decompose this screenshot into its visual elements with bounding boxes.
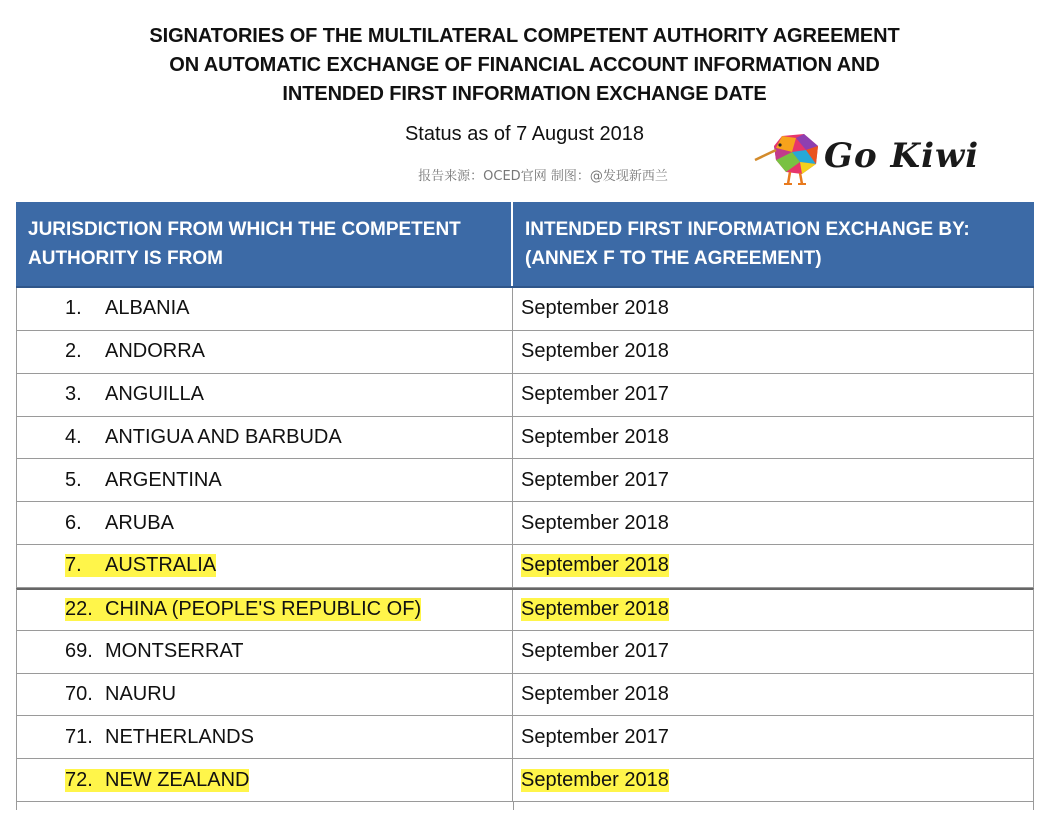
table-row bbox=[16, 588, 1034, 631]
jurisdiction-label bbox=[65, 726, 254, 749]
row-number: 2. bbox=[65, 340, 82, 363]
table-continuation bbox=[16, 802, 1034, 810]
jurisdiction-label bbox=[65, 297, 189, 320]
jurisdiction-name: ANTIGUA AND BARBUDA bbox=[105, 425, 342, 448]
row-number: 22. bbox=[65, 598, 93, 621]
jurisdiction-cell bbox=[17, 417, 513, 459]
table-row bbox=[16, 716, 1034, 759]
header-exchange-date bbox=[513, 202, 1034, 286]
table-row bbox=[16, 288, 1034, 331]
jurisdiction-label bbox=[65, 769, 249, 792]
exchange-date-table bbox=[16, 202, 1034, 810]
jurisdiction-label bbox=[65, 340, 205, 363]
exchange-date: September 2017 bbox=[521, 468, 669, 491]
header-jurisdiction-line-2: AUTHORITY IS FROM bbox=[28, 248, 223, 269]
table-continuation-right bbox=[514, 802, 1034, 810]
row-number: 5. bbox=[65, 468, 82, 491]
source-credit: 报告来源：OCED官网 制图：@发现新西兰 bbox=[418, 169, 668, 184]
jurisdiction-label bbox=[65, 512, 174, 535]
row-number: 71. bbox=[65, 725, 93, 748]
exchange-date-cell bbox=[513, 417, 669, 459]
go-kiwi-logo bbox=[752, 128, 1002, 188]
jurisdiction-name: AUSTRALIA bbox=[105, 554, 217, 577]
table-row bbox=[16, 459, 1034, 502]
exchange-date: September 2018 bbox=[521, 598, 669, 621]
exchange-date: September 2017 bbox=[521, 640, 669, 663]
table-row bbox=[16, 417, 1034, 460]
exchange-date: September 2018 bbox=[521, 768, 669, 791]
jurisdiction-cell bbox=[17, 674, 513, 716]
table-row bbox=[16, 631, 1034, 674]
jurisdiction-cell bbox=[17, 545, 513, 587]
exchange-date-cell bbox=[513, 288, 669, 330]
row-number: 72. bbox=[65, 768, 93, 791]
header-jurisdiction-line-1: JURISDICTION FROM WHICH THE COMPETENT bbox=[28, 219, 461, 240]
table-header bbox=[16, 202, 1034, 288]
jurisdiction-name: ARGENTINA bbox=[105, 468, 222, 491]
jurisdiction-cell bbox=[17, 331, 513, 373]
table-body bbox=[16, 288, 1034, 802]
jurisdiction-name: ALBANIA bbox=[105, 297, 190, 320]
table-row bbox=[16, 502, 1034, 545]
exchange-date: September 2017 bbox=[521, 383, 669, 406]
table-continuation-left bbox=[16, 802, 514, 810]
exchange-date: September 2018 bbox=[521, 425, 669, 448]
exchange-date: September 2017 bbox=[521, 725, 669, 748]
exchange-date-cell bbox=[513, 759, 669, 801]
jurisdiction-name: MONTSERRAT bbox=[105, 640, 244, 663]
row-number: 4. bbox=[65, 425, 82, 448]
exchange-date-cell bbox=[513, 716, 669, 758]
jurisdiction-name: NETHERLANDS bbox=[105, 725, 254, 748]
exchange-date: September 2018 bbox=[521, 340, 669, 363]
status-date: Status as of 7 August 2018 bbox=[404, 123, 645, 145]
jurisdiction-name: NAURU bbox=[105, 683, 177, 706]
header-jurisdiction bbox=[16, 202, 513, 286]
jurisdiction-label bbox=[65, 469, 222, 492]
exchange-date-cell bbox=[513, 631, 669, 673]
document-title bbox=[0, 22, 1049, 109]
table-row bbox=[16, 674, 1034, 717]
header-exchange-date-line-1: INTENDED FIRST INFORMATION EXCHANGE BY: bbox=[525, 219, 970, 240]
row-number: 3. bbox=[65, 383, 82, 406]
jurisdiction-cell bbox=[17, 631, 513, 673]
jurisdiction-label bbox=[65, 554, 216, 577]
jurisdiction-cell bbox=[17, 288, 513, 330]
exchange-date: September 2018 bbox=[521, 683, 669, 706]
jurisdiction-name: NEW ZEALAND bbox=[105, 768, 250, 791]
jurisdiction-name: CHINA (PEOPLE'S REPUBLIC OF) bbox=[105, 598, 422, 621]
exchange-date-cell bbox=[513, 545, 669, 587]
exchange-date: September 2018 bbox=[521, 554, 669, 577]
jurisdiction-label bbox=[65, 426, 342, 449]
title-line-2: ON AUTOMATIC EXCHANGE OF FINANCIAL ACCOUNT INFORMATION AND bbox=[169, 54, 880, 76]
exchange-date-cell bbox=[513, 502, 669, 544]
row-number: 70. bbox=[65, 683, 93, 706]
jurisdiction-cell bbox=[17, 502, 513, 544]
exchange-date-cell bbox=[513, 374, 669, 416]
jurisdiction-label bbox=[65, 383, 204, 406]
table-row bbox=[16, 331, 1034, 374]
exchange-date-cell bbox=[513, 331, 669, 373]
row-number: 69. bbox=[65, 640, 93, 663]
jurisdiction-cell bbox=[17, 590, 513, 630]
logo-wordmark: Go Kiwi bbox=[824, 136, 980, 176]
jurisdiction-label bbox=[65, 640, 244, 663]
jurisdiction-cell bbox=[17, 759, 513, 801]
title-line-1: SIGNATORIES OF THE MULTILATERAL COMPETENT AUTHORITY AGREEMENT bbox=[149, 25, 900, 47]
jurisdiction-label bbox=[65, 683, 176, 706]
row-number: 1. bbox=[65, 297, 82, 320]
exchange-date-cell bbox=[513, 459, 669, 501]
exchange-date: September 2018 bbox=[521, 511, 669, 534]
jurisdiction-label bbox=[65, 598, 421, 621]
table-row bbox=[16, 374, 1034, 417]
exchange-date-cell bbox=[513, 674, 669, 716]
table-row bbox=[16, 545, 1034, 588]
header-exchange-date-line-2: (ANNEX F TO THE AGREEMENT) bbox=[525, 248, 822, 269]
jurisdiction-name: ANDORRA bbox=[105, 340, 206, 363]
jurisdiction-name: ANGUILLA bbox=[105, 383, 204, 406]
table-row bbox=[16, 759, 1034, 802]
exchange-date: September 2018 bbox=[521, 297, 669, 320]
row-number: 7. bbox=[65, 554, 82, 577]
row-number: 6. bbox=[65, 511, 82, 534]
kiwi-bird-icon bbox=[752, 128, 824, 188]
jurisdiction-cell bbox=[17, 459, 513, 501]
exchange-date-cell bbox=[513, 590, 669, 630]
title-line-3: INTENDED FIRST INFORMATION EXCHANGE DATE bbox=[282, 83, 767, 105]
jurisdiction-cell bbox=[17, 374, 513, 416]
jurisdiction-name: ARUBA bbox=[105, 511, 174, 534]
jurisdiction-cell bbox=[17, 716, 513, 758]
